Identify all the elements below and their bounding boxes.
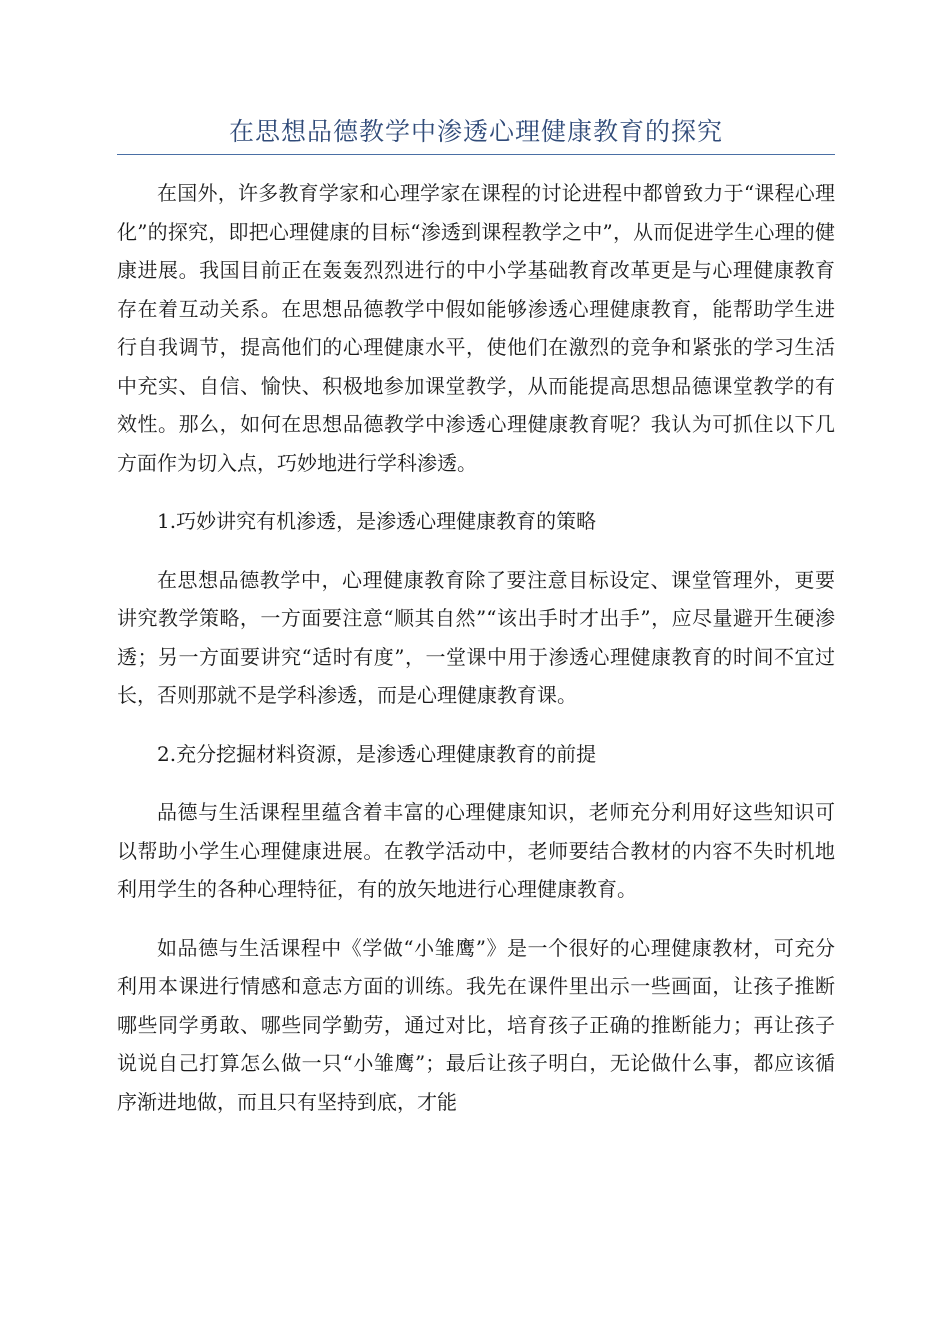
section-heading-1: 1.巧妙讲究有机渗透，是渗透心理健康教育的策略 xyxy=(157,509,597,533)
paragraph-resources: 品德与生活课程里蕴含着丰富的心理健康知识，老师充分利用好这些知识可以帮助小学生心理健康进展。在教学活动中，老师要结合教材的内容不失时机地利用学生的各种心理特征，有的放矢地进行心理健康教育。 xyxy=(117,800,835,901)
document-body xyxy=(117,174,835,1141)
paragraph-example: 如品德与生活课程中《学做“小雏鹰”》是一个很好的心理健康教材，可充分利用本课进行情感和意志方面的训练。我先在课件里出示一些画面，让孩子推断哪些同学勇敢、哪些同学勤劳，通过对比，培育孩子正确的推断能力；再让孩子说说自己打算怎么做一只“小雏鹰”；最后让孩子明白，无论做什么事，都应该循序渐进地做，而且只有坚持到底，才能 xyxy=(117,935,835,1114)
paragraph-strategy: 在思想品德教学中，心理健康教育除了要注意目标设定、课堂管理外，更要讲究教学策略，一方面要注意“顺其自然”“该出手时才出手”，应尽量避开生硬渗透；另一方面要讲究“适时有度”，一堂课中用于渗透心理健康教育的时间不宜过长，否则那就不是学科渗透，而是心理健康教育课。 xyxy=(117,567,835,707)
section-heading-2: 2.充分挖掘材料资源，是渗透心理健康教育的前提 xyxy=(157,741,597,766)
title-underline xyxy=(117,154,835,155)
paragraph-intro: 在国外，许多教育学家和心理学家在课程的讨论进程中都曾致力于“课程心理化”的探究，即把心理健康的目标“渗透到课程教学之中”，从而促进学生心理的健康进展。我国目前正在轰轰烈烈进行的中小学基础教育改革更是与心理健康教育存在着互动关系。在思想品德教学中假如能够渗透心理健康教育，能帮助学生进行自我调节，提高他们的心理健康水平，使他们在激烈的竞争和紧张的学习生活中充实、自信、愉快、积极地参加课堂教学，从而能提高思想品德课堂教学的有效性。那么，如何在思想品德教学中渗透心理健康教育呢？我认为可抓住以下几方面作为切入点，巧妙地进行学科渗透。 xyxy=(117,181,835,475)
document-title: 在思想品德教学中渗透心理健康教育的探究 xyxy=(228,117,723,146)
